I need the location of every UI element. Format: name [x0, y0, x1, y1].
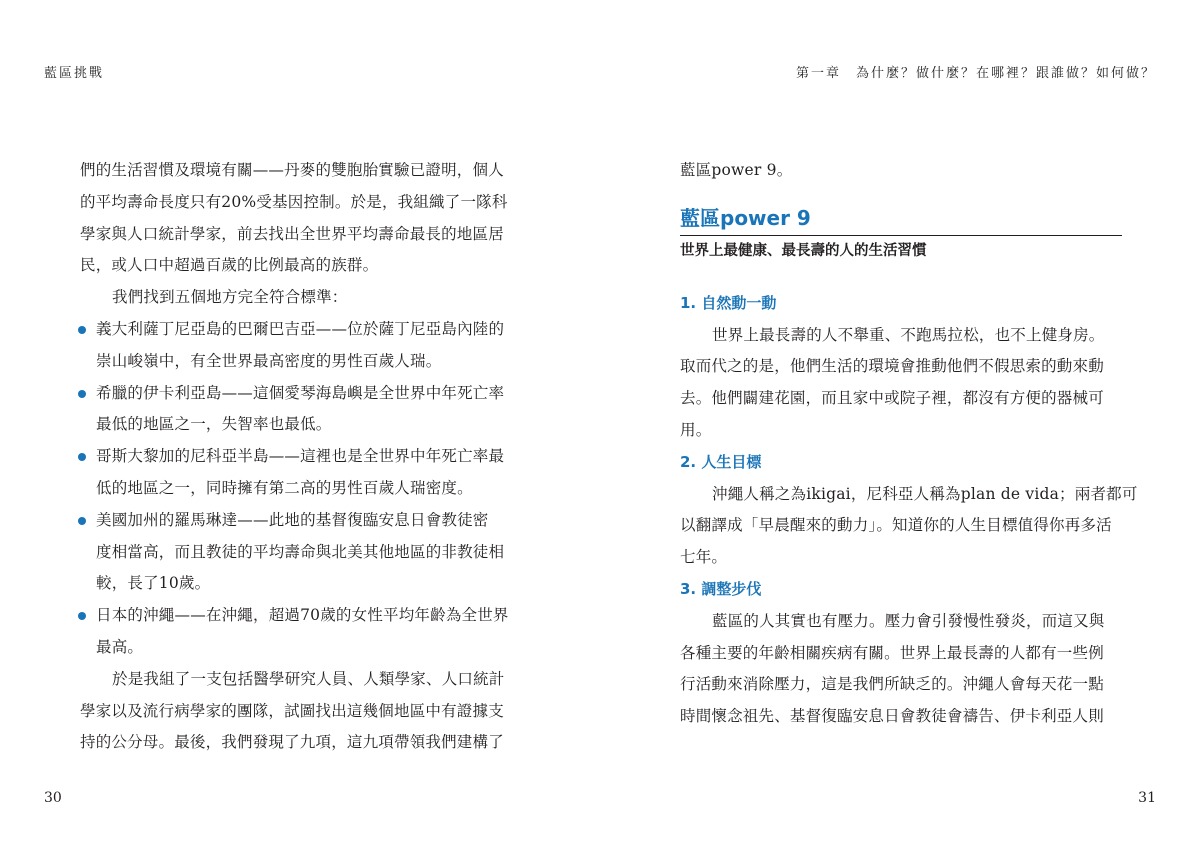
body-line: 以翻譯成「早晨醒來的動力」。知道你的人生目標值得你再多活 [680, 516, 1112, 535]
bullet-icon [78, 453, 86, 461]
body-line: 持的公分母。最後，我們發現了九項，這九項帶領我們建構了 [80, 733, 504, 752]
item-heading-purpose: 2. 人生目標 [680, 452, 762, 471]
bullet-text: 度相當高，而且教徒的平均壽命與北美其他地區的非教徒相 [96, 542, 505, 561]
left-text-block [80, 155, 525, 759]
bullet-text: 哥斯大黎加的尼科亞半島——這裡也是全世界中年死亡率最 [96, 447, 505, 466]
bullet-text: 低的地區之一，同時擁有第二高的男性百歲人瑞密度。 [96, 478, 473, 497]
body-line: 時間懷念祖先、基督復臨安息日會教徒會禱告、伊卡利亞人則 [680, 707, 1104, 726]
bullet-icon [78, 390, 86, 398]
body-line: 沖繩人稱之為ikigai，尼科亞人稱為plan de vida；兩者都可 [712, 484, 1138, 503]
body-line: 世界上最長壽的人不舉重、不跑馬拉松，也不上健身房。 [712, 325, 1105, 344]
section-title: 藍區power 9 [680, 203, 1122, 236]
right-page [600, 0, 1200, 851]
bullet-icon [78, 612, 86, 620]
bullet-text: 較，長了10歲。 [96, 574, 211, 593]
body-line: 藍區的人其實也有壓力。壓力會引發慢性發炎，而這又與 [712, 611, 1105, 630]
bullet-item-sardinia [80, 314, 525, 346]
bullet-item-loma-linda [80, 505, 525, 537]
body-line: 行活動來消除壓力，這是我們所缺乏的。沖繩人會每天花一點 [680, 675, 1104, 694]
bullet-item-ikaria [80, 378, 525, 410]
running-head-right: 第一章 為什麼？做什麼？在哪裡？跟誰做？如何做？ [795, 66, 1156, 81]
body-line: 於是我組了一支包括醫學研究人員、人類學家、人口統計 [112, 669, 505, 688]
right-text-block [680, 155, 1138, 733]
body-line: 用。 [680, 420, 712, 439]
section-subtitle: 世界上最健康、最長壽的人的生活習慣 [680, 242, 927, 259]
bullet-icon [78, 517, 86, 525]
item-heading-move-naturally: 1. 自然動一動 [680, 293, 777, 312]
bullet-text: 義大利薩丁尼亞島的巴爾巴吉亞——位於薩丁尼亞島內陸的 [96, 319, 505, 338]
running-head-left: 藍區挑戰 [44, 66, 105, 81]
page-number-left: 30 [44, 790, 62, 806]
body-line: 七年。 [680, 548, 728, 567]
body-line: 民，或人口中超過百歲的比例最高的族群。 [80, 256, 379, 275]
body-line: 去。他們闢建花園，而且家中或院子裡，都沒有方便的器械可 [680, 389, 1104, 408]
bullet-text: 最高。 [96, 637, 144, 656]
bullet-icon [78, 326, 86, 334]
intro-line: 我們找到五個地方完全符合標準： [112, 288, 348, 307]
bullet-text: 希臘的伊卡利亞島——這個愛琴海島嶼是全世界中年死亡率 [96, 383, 505, 402]
bullet-text: 美國加州的羅馬琳達——此地的基督復臨安息日會教徒密 [96, 510, 489, 529]
item-heading-downshift: 3. 調整步伐 [680, 579, 762, 598]
body-line: 取而代之的是，他們生活的環境會推動他們不假思索的動來動 [680, 357, 1104, 376]
bullet-item-okinawa [80, 600, 525, 632]
body-line: 們的生活習慣及環境有關——丹麥的雙胞胎實驗已證明，個人 [80, 161, 504, 179]
body-line: 學家與人口統計學家，前去找出全世界平均壽命最長的地區居 [80, 224, 504, 243]
bullet-item-nicoya [80, 441, 525, 473]
bullet-text: 最低的地區之一，失智率也最低。 [96, 415, 332, 434]
body-line: 學家以及流行病學家的團隊，試圖找出這幾個地區中有證據支 [80, 701, 504, 720]
bullet-text: 崇山峻嶺中，有全世界最高密度的男性百歲人瑞。 [96, 351, 442, 370]
bullet-text: 日本的沖繩——在沖繩，超過70歲的女性平均年齡為全世界 [96, 606, 509, 625]
body-line: 各種主要的年齡相關疾病有關。世界上最長壽的人都有一些例 [680, 643, 1104, 662]
lead-line: 藍區power 9。 [680, 161, 793, 179]
page-number-right: 31 [1138, 790, 1156, 806]
body-line: 的平均壽命長度只有20%受基因控制。於是，我組織了一隊科 [80, 192, 508, 211]
